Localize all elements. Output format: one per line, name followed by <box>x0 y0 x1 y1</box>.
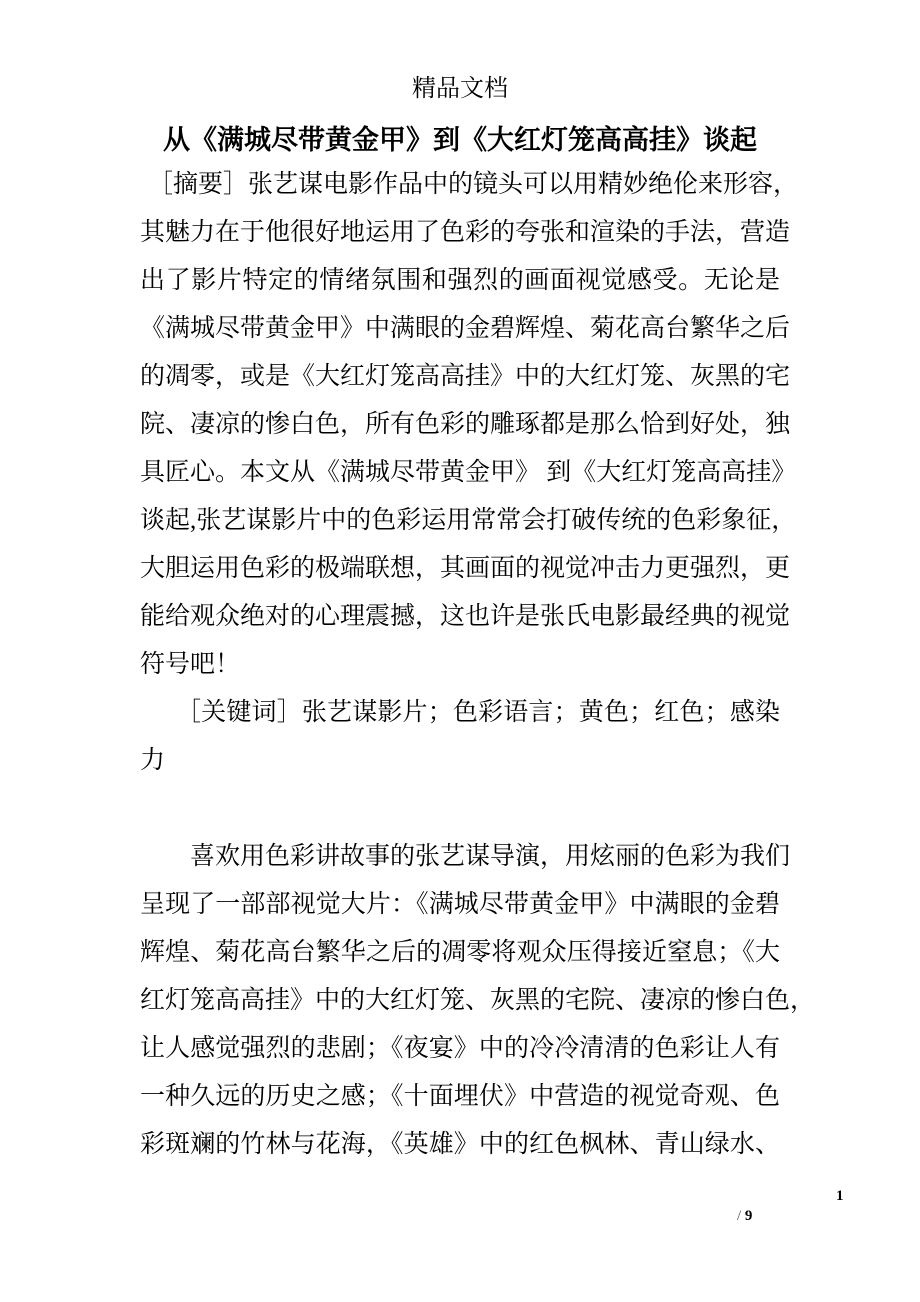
page-total-value: 9 <box>744 1208 753 1224</box>
text-line: 的凋零，或是《大红灯笼高高挂》中的大红灯笼、灰黑的宅 <box>140 363 791 390</box>
page-header: 精品文档 <box>412 76 508 102</box>
text-line: 符号吧！ <box>140 651 241 678</box>
text-line: 具匠心。本文从《满城尽带黄金甲》 到《大红灯笼高高挂》 <box>140 459 797 486</box>
body-paragraph <box>140 833 816 1169</box>
text-line: 力 <box>140 747 166 774</box>
document-body <box>140 161 816 1169</box>
text-line: 辉煌、菊花高台繁华之后的凋零将观众压得接近窒息；《大 <box>140 939 780 966</box>
text-line: 喜欢用色彩讲故事的张艺谋导演，用炫丽的色彩为我们 <box>190 843 791 870</box>
text-line: 红灯笼高高挂》中的大红灯笼、灰黑的宅院、凄凉的惨白色， <box>140 987 816 1014</box>
text-line: ［关键词］张艺谋影片；色彩语言；黄色；红色；感染 <box>176 699 780 726</box>
document-title: 从《满城尽带黄金甲》到《大红灯笼高高挂》谈起 <box>163 125 757 155</box>
text-line: 谈起,张艺谋影片中的色彩运用常常会打破传统的色彩象征， <box>140 507 797 534</box>
text-line: ［摘要］张艺谋电影作品中的镜头可以用精妙绝伦来形容， <box>148 171 799 198</box>
page-separator: / <box>737 1208 742 1224</box>
text-line: 让人感觉强烈的悲剧；《夜宴》中的冷冷清清的色彩让人有 <box>140 1035 780 1062</box>
text-line: 一种久远的历史之感；《十面埋伏》中营造的视觉奇观、色 <box>140 1083 780 1110</box>
text-line: 院、凄凉的惨白色，所有色彩的雕琢都是那么恰到好处，独 <box>140 411 791 438</box>
text-line: 能给观众绝对的心理震撼，这也许是张氏电影最经典的视觉 <box>140 603 791 630</box>
text-line: 彩斑斓的竹林与花海，《英雄》中的红色枫林、青山绿水、 <box>140 1131 780 1158</box>
text-line: 《满城尽带黄金甲》中满眼的金碧辉煌、菊花高台繁华之后 <box>140 315 791 342</box>
text-line: 呈现了一部部视觉大片：《满城尽带黄金甲》中满眼的金碧 <box>140 891 780 918</box>
text-line: 出了影片特定的情绪氛围和强烈的画面视觉感受。无论是 <box>140 267 780 294</box>
page-total <box>737 1208 752 1225</box>
page-number: 1 <box>836 1188 844 1204</box>
abstract-paragraph <box>140 161 799 689</box>
text-line: 大胆运用色彩的极端联想，其画面的视觉冲击力更强烈，更 <box>140 555 791 582</box>
blank-line <box>140 785 780 833</box>
text-line: 其魅力在于他很好地运用了色彩的夸张和渲染的手法，营造 <box>140 219 791 246</box>
keywords-paragraph <box>140 689 780 785</box>
